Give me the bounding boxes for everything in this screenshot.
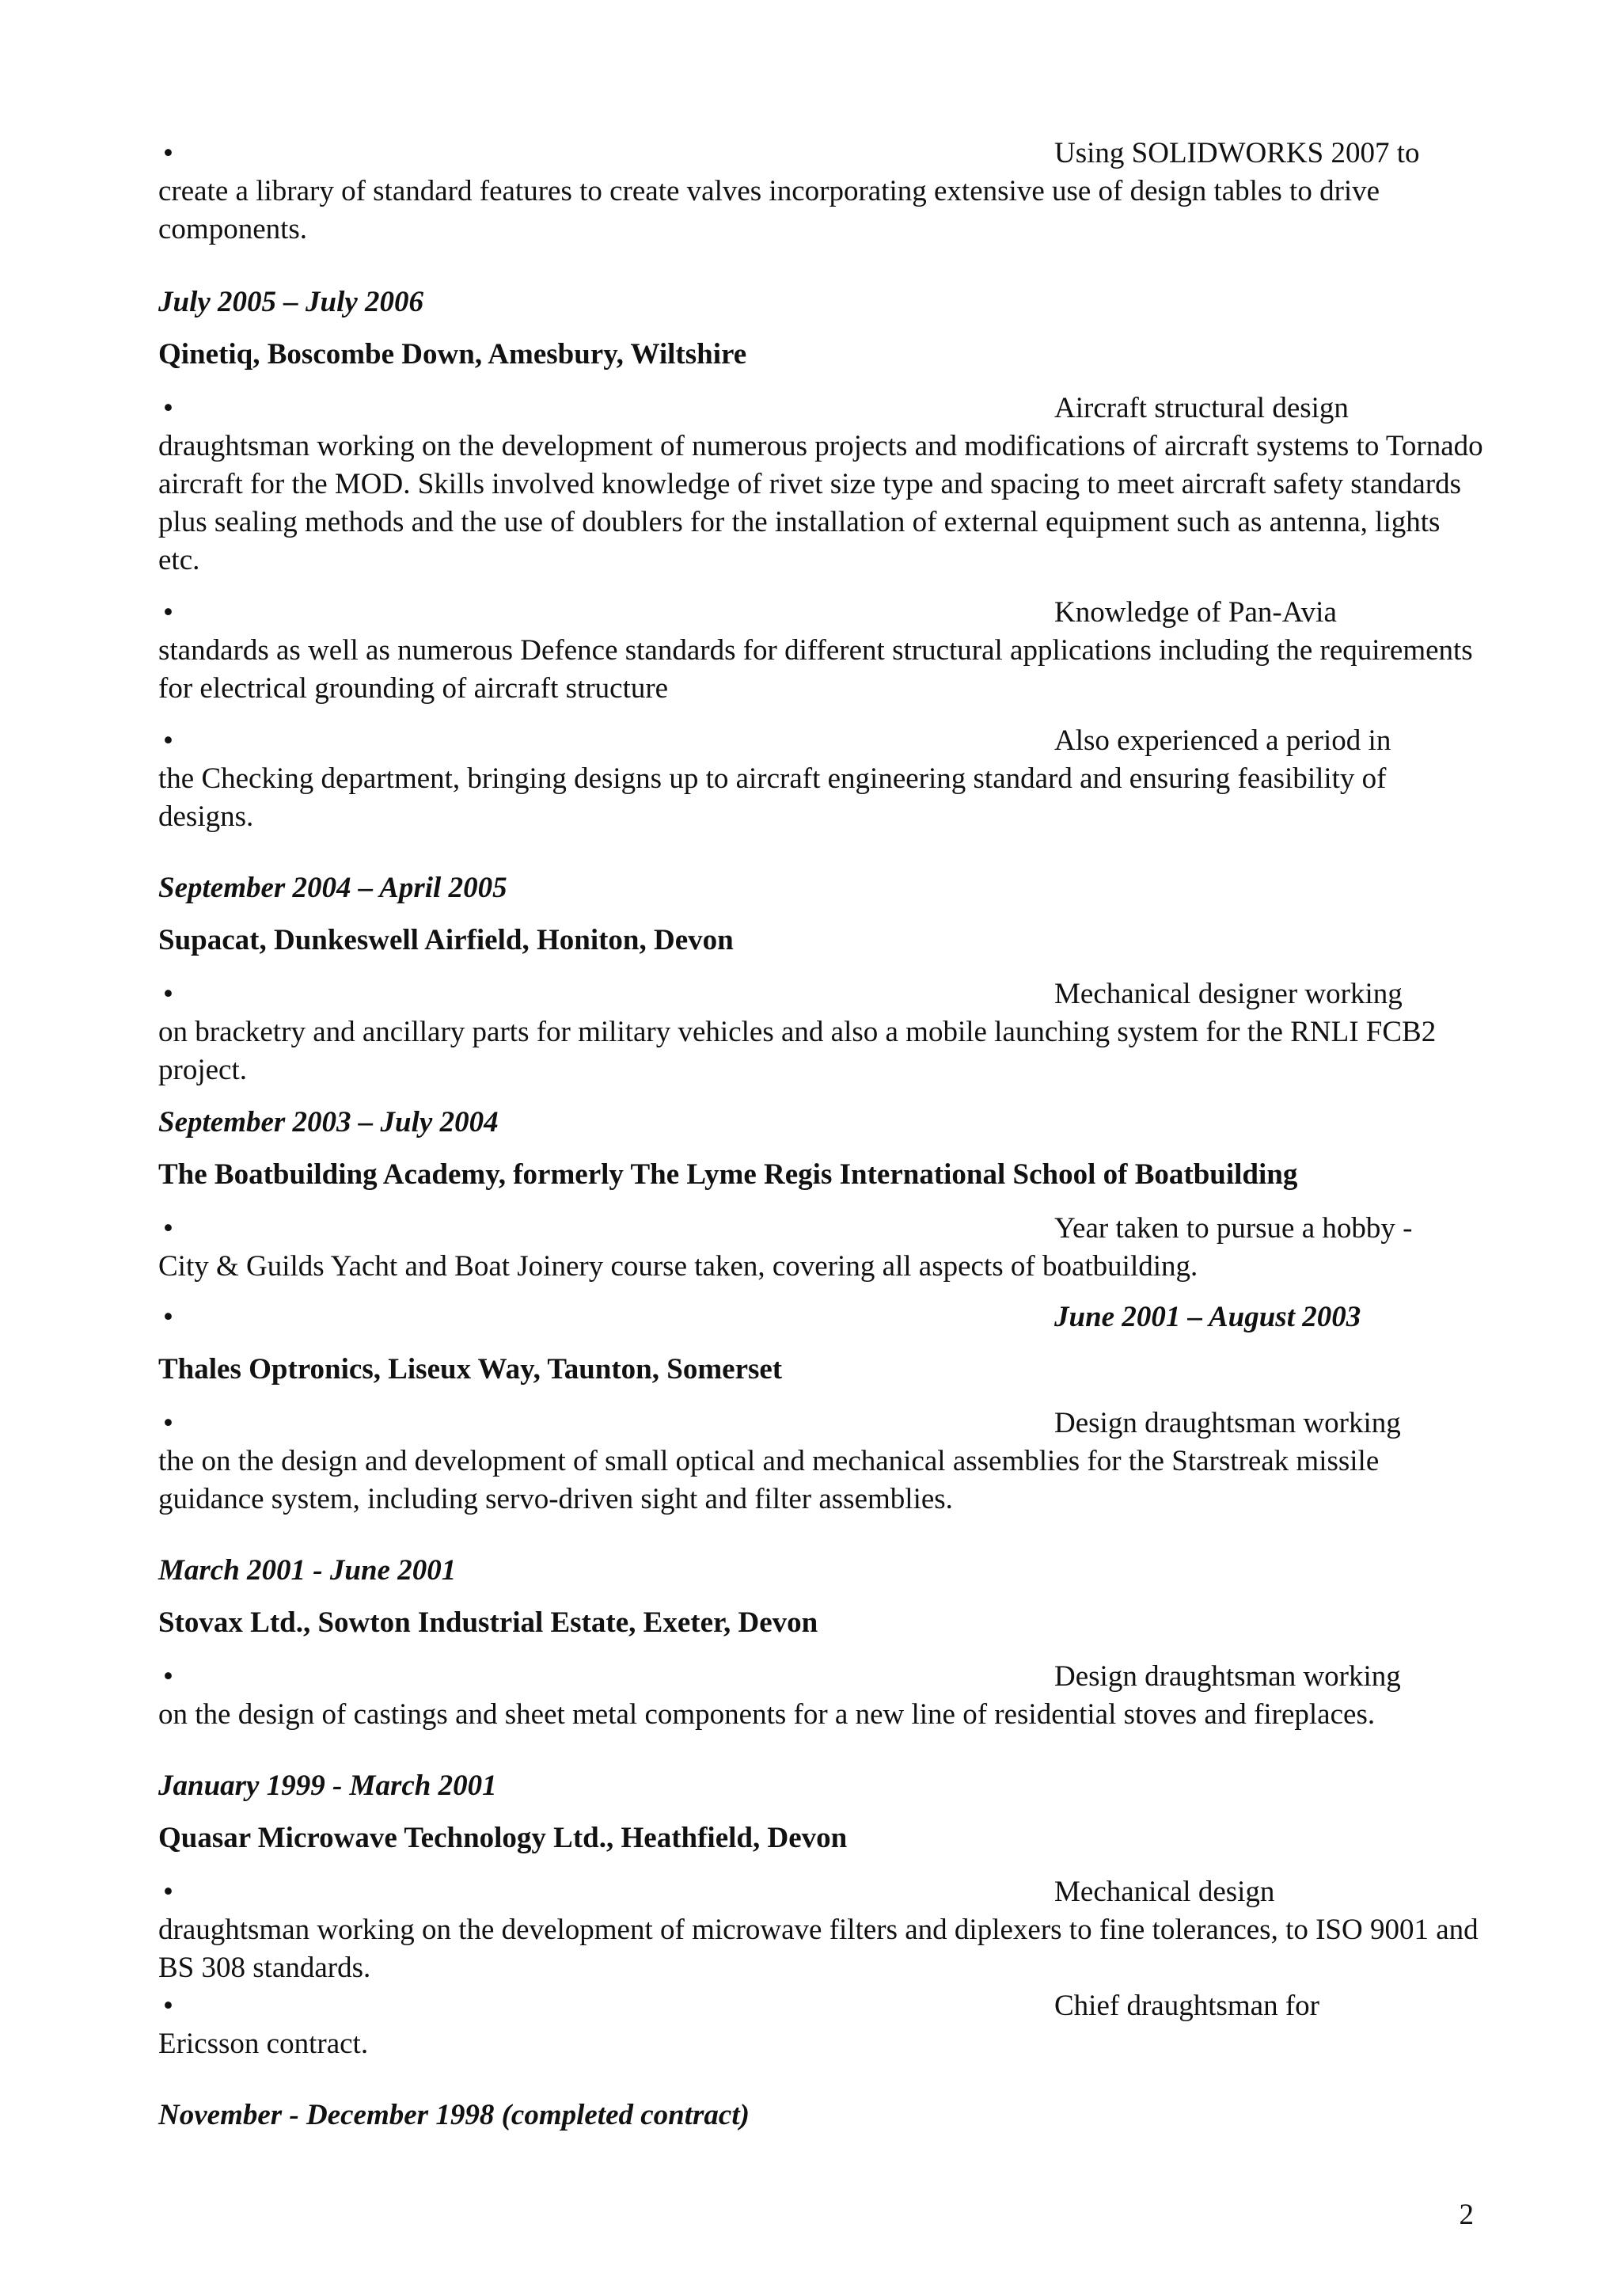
job-dates: September 2004 – April 2005 xyxy=(158,872,507,904)
bullet-lead-text: Using SOLIDWORKS 2007 to xyxy=(1054,137,1420,169)
bullet-item xyxy=(158,390,1488,580)
page-number: 2 xyxy=(1459,2199,1474,2231)
bullet-lead-text: Mechanical design xyxy=(1054,1876,1275,1908)
bullet-glyph: • xyxy=(163,978,173,1010)
job-dates: September 2003 – July 2004 xyxy=(158,1106,499,1138)
bullet-lead-text: Also experienced a period in xyxy=(1054,724,1391,757)
bullet-glyph: • xyxy=(163,1301,173,1333)
bullet-lead-text: Design draughtsman working xyxy=(1054,1660,1401,1693)
bullet-body-text: on the design of castings and sheet metal components for a new line of residential stoves and fireplaces. xyxy=(158,1698,1376,1731)
bullet-body-text: the on the design and development of small optical and mechanical assemblies for the Starstreak missile guidance system, including servo-driven sight and filter assemblies. xyxy=(158,1445,1380,1515)
bullet-item xyxy=(158,975,1488,1089)
bullet-glyph: • xyxy=(163,1990,173,2022)
bullet-item xyxy=(158,1210,1488,1286)
company-name: Thales Optronics, Liseux Way, Taunton, Somerset xyxy=(158,1353,783,1386)
experience-section xyxy=(158,135,1488,2134)
bullet-body-text: on bracketry and ancillary parts for military vehicles and also a mobile launching system for the RNLI FCB2 project. xyxy=(158,1016,1437,1086)
company-name: The Boatbuilding Academy, formerly The Lyme Regis International School of Boatbuilding xyxy=(158,1158,1298,1191)
bullet-item xyxy=(158,1987,1488,2063)
company-name: Qinetiq, Boscombe Down, Amesbury, Wiltshire xyxy=(158,338,747,371)
company-name: Quasar Microwave Technology Ltd., Heathfield, Devon xyxy=(158,1822,848,1854)
bullet-lead-text: Knowledge of Pan-Avia xyxy=(1054,596,1337,629)
job-dates: November - December 1998 (completed contract) xyxy=(158,2099,750,2131)
bullet-glyph: • xyxy=(163,1407,173,1439)
company-name: Supacat, Dunkeswell Airfield, Honiton, Devon xyxy=(158,924,734,956)
bullet-item xyxy=(158,594,1488,708)
bullet-lead-text: Year taken to pursue a hobby - xyxy=(1054,1212,1413,1245)
job-dates: January 1999 - March 2001 xyxy=(158,1770,497,1802)
bullet-item xyxy=(158,1658,1488,1734)
bullet-glyph: • xyxy=(163,1212,173,1245)
bullet-body-text: create a library of standard features to create valves incorporating extensive use of design tables to drive components. xyxy=(158,175,1380,245)
bullet-body-text: the Checking department, bringing designs up to aircraft engineering standard and ensuring feasibility of designs. xyxy=(158,762,1387,833)
job-dates: March 2001 - June 2001 xyxy=(158,1554,457,1587)
bullet-body-text: standards as well as numerous Defence standards for different structural applications including the requirements for electrical grounding of aircraft structure xyxy=(158,634,1473,705)
bullet-lead-text: Design draughtsman working xyxy=(1054,1407,1401,1439)
bullet-glyph: • xyxy=(163,137,173,169)
bullet-item xyxy=(158,1873,1488,1987)
bullet-body-text: Ericsson contract. xyxy=(158,2028,369,2060)
job-dates: July 2005 – July 2006 xyxy=(158,286,424,318)
company-name: Stovax Ltd., Sowton Industrial Estate, Exeter, Devon xyxy=(158,1606,818,1639)
bullet-glyph: • xyxy=(163,392,173,424)
bullet-item xyxy=(158,722,1488,836)
bullet-glyph: • xyxy=(163,596,173,629)
bullet-glyph: • xyxy=(163,1876,173,1908)
bullet-item xyxy=(158,135,1488,249)
bullet-lead-text: Mechanical designer working xyxy=(1054,978,1403,1010)
bullet-item xyxy=(158,1405,1488,1519)
bullet-body-text: draughtsman working on the development of microwave filters and diplexers to fine tolerances, to ISO 9001 and BS 308 standards. xyxy=(158,1914,1479,1984)
bullet-glyph: • xyxy=(163,724,173,757)
bullet-body-text: City & Guilds Yacht and Boat Joinery course taken, covering all aspects of boatbuilding. xyxy=(158,1250,1198,1283)
bullet-lead-text: Chief draughtsman for xyxy=(1054,1990,1319,2022)
bullet-glyph: • xyxy=(163,1660,173,1693)
bullet-body-text: draughtsman working on the development of numerous projects and modifications of aircraft systems to Tornado aircraft for the MOD. Skills involved knowledge of rivet size type and spacing to meet aircraft safety standards plus sealing methods and the use of doublers for the installation of external equipment such as antenna, lights etc. xyxy=(158,430,1483,576)
job-dates: June 2001 – August 2003 xyxy=(1054,1301,1361,1333)
bullet-lead-text: Aircraft structural design xyxy=(1054,392,1349,424)
bullet-item xyxy=(158,1298,1488,1336)
